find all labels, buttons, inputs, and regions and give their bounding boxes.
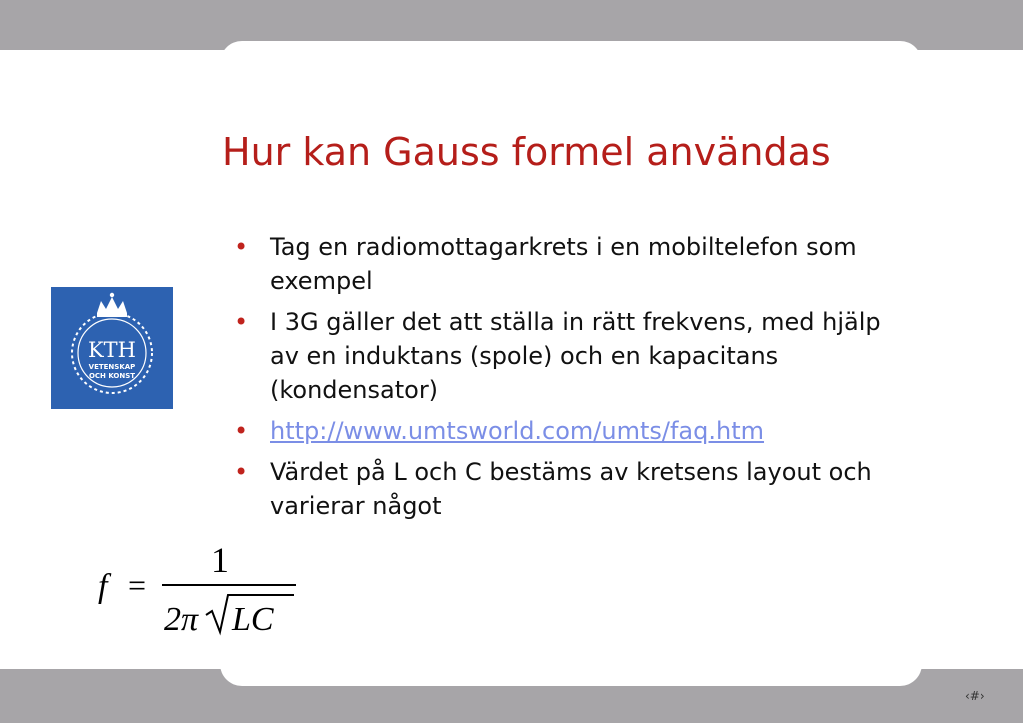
bullet-list xyxy=(234,230,914,530)
bullet-marker: • xyxy=(234,233,249,261)
kth-logo xyxy=(51,287,173,409)
bullet-marker: • xyxy=(234,308,249,336)
bullet-marker: • xyxy=(234,417,249,445)
logo-kth-text: KTH xyxy=(87,338,137,362)
logo-line2-text: OCH KONST xyxy=(88,372,136,380)
page-number: ‹#› xyxy=(965,689,985,703)
bullet-item-1 xyxy=(234,230,914,298)
kth-logo-graphic xyxy=(51,287,173,409)
bullet-item-2 xyxy=(234,305,914,407)
umtsworld-link[interactable]: http://www.umtsworld.com/umts/faq.htm xyxy=(270,417,765,445)
formula-graphic xyxy=(90,535,310,645)
formula-radicand: LC xyxy=(232,601,274,638)
slide-title: Hur kan Gauss formel användas xyxy=(222,130,831,174)
bullet-text: Värdet på L och C bestäms av kretsens layout och varierar något xyxy=(270,458,872,520)
bullet-item-3 xyxy=(234,414,914,448)
bullet-marker: • xyxy=(234,458,249,486)
formula-numerator: 1 xyxy=(211,540,229,580)
formula-denominator-left: 2π xyxy=(164,601,199,638)
frequency-formula xyxy=(90,535,310,645)
bullet-item-4 xyxy=(234,455,914,523)
bullet-text: Tag en radiomottagarkrets i en mobiltelefon som exempel xyxy=(270,233,857,295)
formula-equals: = xyxy=(128,567,147,603)
logo-line1-text: VETENSKAP xyxy=(88,363,136,371)
crown-icon xyxy=(97,293,127,317)
formula-lhs: f xyxy=(98,568,108,605)
bullet-text: I 3G gäller det att ställa in rätt frekvens, med hjälp av en induktans (spole) och en kapacitans (kondensator) xyxy=(270,308,881,404)
